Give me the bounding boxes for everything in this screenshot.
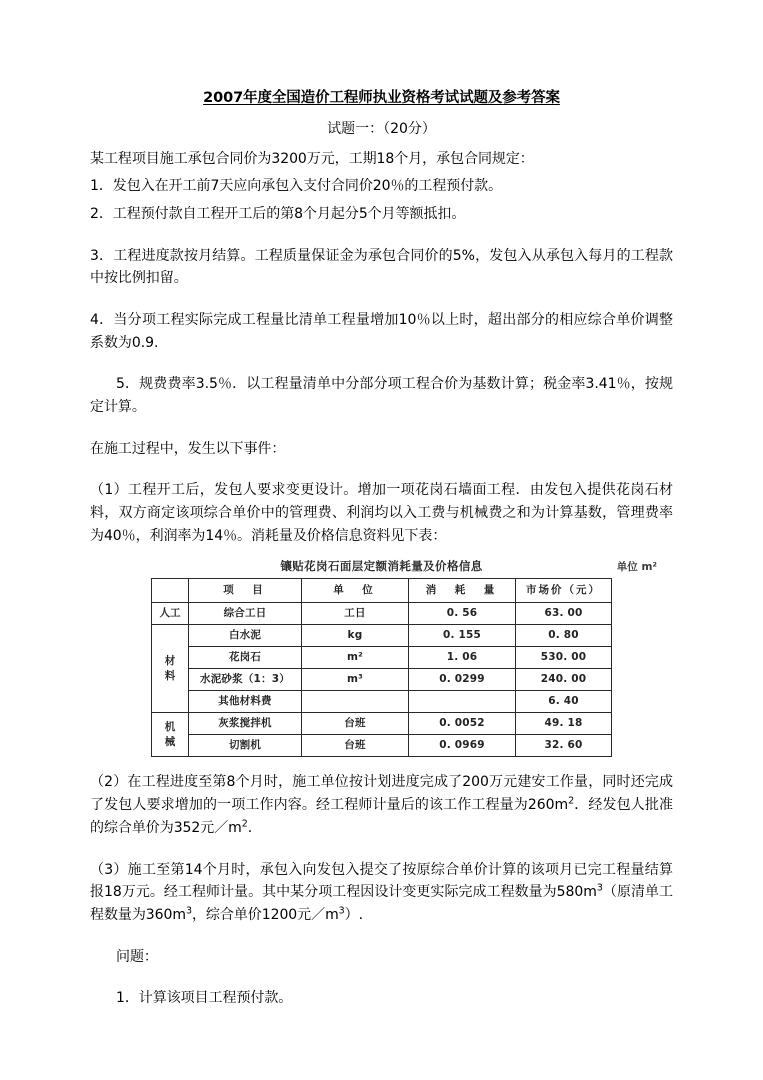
table-cell-price: 0. 80 [516,625,612,647]
table-header [152,579,612,603]
table-row [152,669,612,691]
table-cell-price: 240. 00 [516,669,612,691]
table-cell-price: 63. 00 [516,603,612,625]
events-lead-paragraph: 在施工过程中，发生以下事件： [90,440,286,457]
table-row [152,713,612,735]
table-body [152,603,612,757]
table-cell-category [152,713,189,757]
table-cell-item: 水泥砂浆（1：3） [189,669,302,691]
table-header-unit: 单 位 [302,579,409,603]
table-cell-item: 切割机 [189,735,302,757]
table-cell-price: 6. 40 [516,691,612,713]
table-cell-unit: 台班 [302,713,409,735]
page-title: 2007年度全国造价工程师执业资格考试试题及参考答案 [203,90,560,106]
table-cell-category: 人工 [152,603,189,625]
intro-paragraph: 某工程项目施工承包合同价为3200万元，工期18个月，承包合同规定： [90,150,534,167]
condition-item-5: 5．规费费率3.5％．以工程量清单中分部分项工程合价为基数计算；税金率3.41％，按规定计算。 [90,376,673,416]
table-cell-quantity: 0. 155 [409,625,516,647]
table-cell-price: 530. 00 [516,647,612,669]
table-header-price: 市场价（元） [516,579,612,603]
category-char-1: 机 [164,720,176,733]
table-cell-quantity: 0. 56 [409,603,516,625]
table-cell-item: 灰浆搅拌机 [189,713,302,735]
table-row [152,603,612,625]
table-caption-row [90,558,673,578]
table-header-item: 项 目 [189,579,302,603]
table-header-quantity: 消 耗 量 [409,579,516,603]
table-cell-unit: 台班 [302,735,409,757]
consumption-table-block [90,558,673,757]
questions-lead: 问题： [116,948,158,965]
table-unit-note: 单位 m² [616,561,657,574]
condition-item-4: 4．当分项工程实际完成工程量比清单工程量增加10％以上时，超出部分的相应综合单价调整系数为0.9. [90,312,673,351]
event-item-3: （3）施工至第14个月时，承包入向发包入提交了按原综合单价计算的该项月已完工程量结算报18万元。经工程师计量。其中某分项工程因设计变更实际完成工程数量为$580m^3$（原清单工程数量为$360m^3$，综合单价1200元$/m^3$）. [90,861,673,923]
question-subtitle: 试题一：（20分） [327,120,436,137]
table-caption: 镶贴花岗石面层定额消耗量及价格信息 [280,559,483,574]
condition-item-2: 2．工程预付款自工程开工后的第8个月起分5个月等额抵扣。 [90,206,466,223]
table-cell-price: 49. 18 [516,713,612,735]
table-cell-category [152,625,189,713]
table-cell-unit: m³ [302,669,409,691]
event-item-1: （1）工程开工后，发包人要求变更设计。增加一项花岗石墙面工程．由发包入提供花岗石材料，双方商定该项综合单价中的管理费、利润均以入工费与机械费之和为计算基数，管理费率为40％，利润率为14％。消耗量及价格信息资料见下表： [90,482,673,544]
event-item-2: （2）在工程进度至第8个月时，施工单位按计划进度完成了200万元建安工作量，同时还完成了发包人要求增加的一项工作内容。经工程师计量后的该工作工程量为$260m^2$．经发包人批准的综合单价为352元$/m^2$. [90,774,673,836]
table-cell-unit: 工日 [302,603,409,625]
table-cell-quantity: 0. 0052 [409,713,516,735]
table-cell-item: 其他材料费 [189,691,302,713]
table-cell-unit: kg [302,625,409,647]
table-header-category [152,579,189,603]
document-body [90,88,673,1021]
table-cell-quantity: 0. 0969 [409,735,516,757]
table-cell-unit: m² [302,647,409,669]
category-char-2: 料 [164,669,176,682]
table-cell-quantity: 1. 06 [409,647,516,669]
table-row [152,647,612,669]
table-cell-price: 32. 60 [516,735,612,757]
category-char-2: 械 [164,735,176,748]
table-cell-quantity [409,691,516,713]
table-cell-item: 白水泥 [189,625,302,647]
category-char-1: 材 [164,654,176,667]
table-header-row [152,579,612,603]
table-cell-quantity: 0. 0299 [409,669,516,691]
table-cell-item: 综合工日 [189,603,302,625]
table-row [152,691,612,713]
condition-item-3: 3．工程进度款按月结算。工程质量保证金为承包合同价的5%，发包入从承包入每月的工程款中按比例扣留。 [90,247,673,287]
consumption-table [151,578,612,757]
question-item-1: 1．计算该项目工程预付款。 [116,990,293,1007]
table-cell-unit [302,691,409,713]
table-cell-item: 花岗石 [189,647,302,669]
condition-item-1: 1．发包入在开工前7天应向承包入支付合同价20％的工程预付款。 [90,178,503,195]
table-row [152,735,612,757]
table-row [152,625,612,647]
